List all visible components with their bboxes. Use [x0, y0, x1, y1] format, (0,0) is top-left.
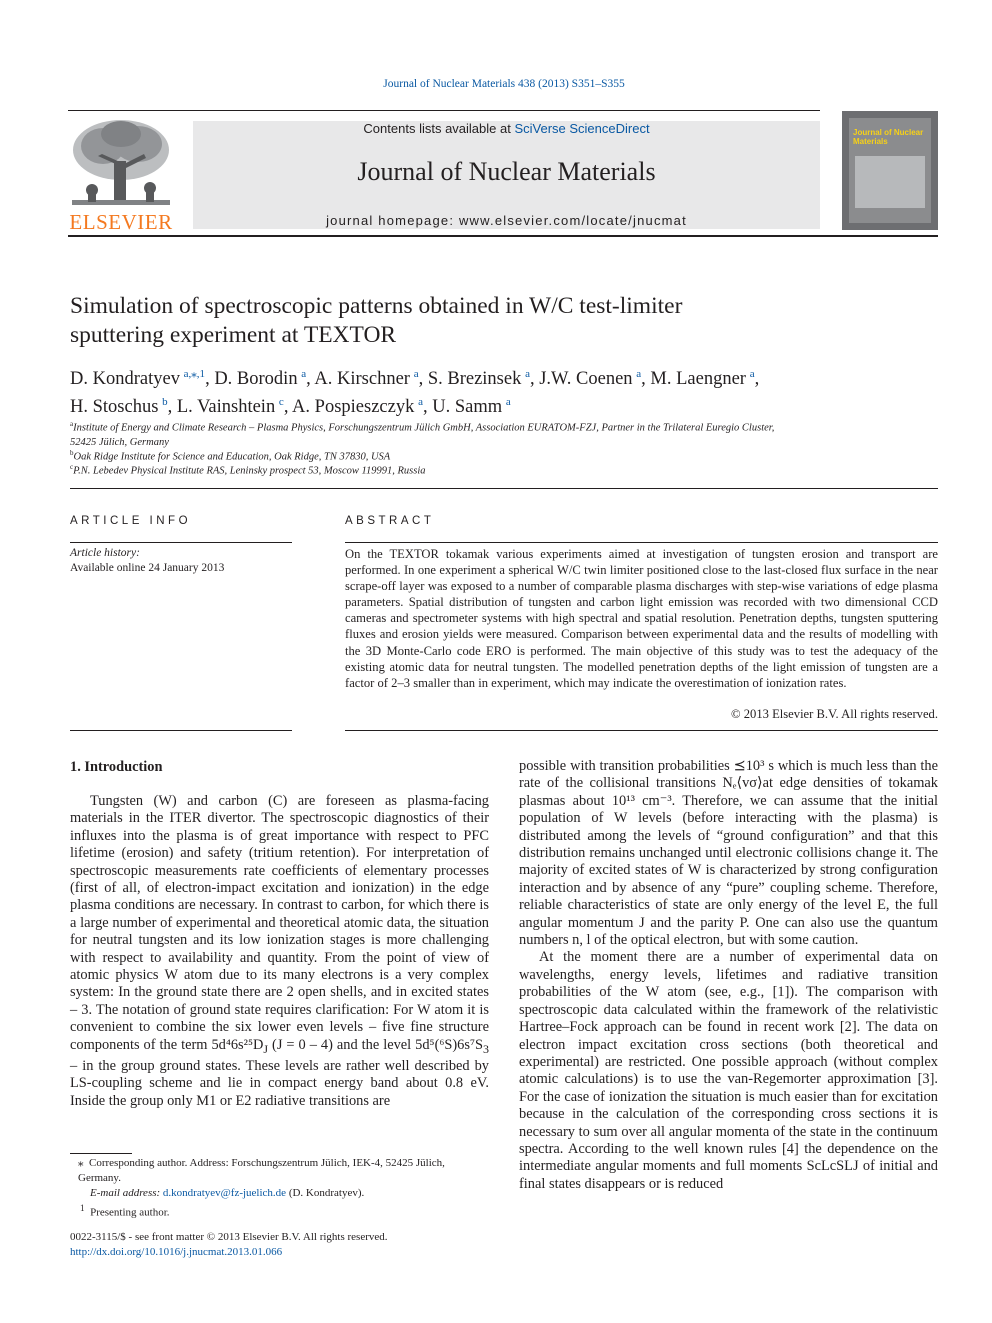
issn-line: 0022-3115/$ - see front matter © 2013 Elsevier B.V. All rights reserved.	[70, 1231, 388, 1243]
author-affil-mark[interactable]: a,⁎,1	[183, 368, 206, 380]
paper-title	[70, 292, 930, 350]
author-name: A. Pospieszczyk	[292, 397, 415, 418]
copyright-line: © 2013 Elsevier B.V. All rights reserved.	[731, 707, 938, 721]
author-name: D. Borodin	[214, 369, 298, 390]
affiliation-text: Oak Ridge Institute for Science and Education, Oak Ridge, TN 37830, USA	[73, 451, 391, 463]
author-name: A. Kirschner	[314, 369, 410, 390]
journal-cover-thumbnail	[842, 111, 938, 230]
author-name: S. Brezinsek	[427, 369, 522, 390]
footnote-text: Presenting author.	[90, 1206, 170, 1219]
footnote-text-cont: Germany.	[78, 1172, 121, 1184]
author-name: U. Samm	[432, 397, 503, 418]
history-value: Available online 24 January 2013	[70, 562, 225, 574]
title-line-1: Simulation of spectroscopic patterns obtained in W/C test-limiter	[70, 293, 683, 319]
article-info-bottom-rule	[70, 730, 292, 731]
author-affil-mark[interactable]: a	[749, 368, 755, 380]
affiliation-c	[70, 460, 950, 479]
abstract-rule	[345, 542, 938, 543]
affiliation-text-cont: 52425 Jülich, Germany	[70, 437, 169, 448]
title-line-2: sputtering experiment at TEXTOR	[70, 322, 397, 348]
abstract-text: On the TEXTOR tokamak various experiments aimed at investigation of tungsten erosion and transport are performed. In one experiment a spherical W/C twin limiter positioned close to the last-closed flux surface in the near scrape-off layer was exposed to a number of comparable plasma discharges with step-wise variations of edge plasma parameters. Spatial distribution of tungsten and carbon light emission was recorded with two dimensional CCD cameras and spectrometer systems with high spectral and spatial resolution. Penetration depths, tungsten sputtering fluxes and erosion yields were measured. Comparison between experimental data and the results of modelling with the 3D Monte-Carlo code ERO is performed. The main objective of this study was to test the adequacy of the existing atomic data for neutral tungsten. The modelled penetration depths of the light emission of tungsten are a factor of 2–3 smaller than in experiment, which may indicate the overestimation of ionization rates.	[345, 547, 938, 690]
journal-reference[interactable]: Journal of Nuclear Materials 438 (2013) S351–S355	[383, 78, 625, 90]
contents-line	[193, 121, 820, 136]
paragraph-text: (J = 0 – 4) and the level 5d⁵(⁶S)6s⁷S	[268, 1036, 483, 1053]
author-affil-mark[interactable]: a	[301, 368, 307, 380]
author-affil-mark[interactable]: a	[525, 368, 530, 380]
affiliation-mark: a	[70, 420, 74, 428]
email-label: E-mail address:	[90, 1187, 163, 1199]
journal-homepage	[193, 213, 820, 228]
presenting-author-note	[70, 1201, 490, 1221]
email-note	[70, 1186, 490, 1201]
author-name: L. Vainshtein	[176, 397, 276, 418]
footnote-text: Corresponding author. Address: Forschungszentrum Jülich, IEK-4, 52425 Jülich,	[89, 1157, 445, 1169]
corresponding-author-note	[70, 1156, 490, 1186]
section-heading-introduction: 1. Introduction	[70, 759, 163, 775]
abstract-bottom-rule	[345, 730, 938, 731]
author-name: D. Kondratyev	[70, 369, 180, 390]
affiliation-mark: c	[70, 463, 74, 471]
right-column-text	[519, 758, 938, 1193]
author-affil-mark[interactable]: a	[636, 368, 642, 380]
cover-image	[855, 156, 925, 208]
author-name: H. Stoschus	[70, 397, 159, 418]
authors-line-1: D. Kondratyev $^{a,⁎,1}$, D. Borodin $^a$, A. Kirschner $^a$, S. Brezinsek $^a$, J.W. Coenen $^a$, M. Laengner $^a$,	[70, 368, 760, 390]
authors-line-2: H. Stoschus $^b$, L. Vainshtein $^c$, A. Pospieszczyk $^a$, U. Samm $^a$	[70, 396, 511, 418]
subscript: 3	[483, 1041, 489, 1056]
history-label: Article history:	[70, 547, 140, 559]
author-affil-mark[interactable]: a	[413, 368, 419, 380]
article-info-heading: ARTICLE INFO	[70, 515, 192, 527]
doi-link[interactable]: http://dx.doi.org/10.1016/j.jnucmat.2013.01.066	[70, 1246, 283, 1258]
paragraph: possible with transition probabilities ⪯10³ s which is much less than the rate of the collisional transitions Nₑ⟨vσ⟩at edge densities of tokamak plasmas about 10¹³ cm⁻³. Therefore, we can assume that the initial population of W levels (before interacting with the plasma) is distributed among the levels of “ground configuration” and that this distribution remains unchanged until electronic collisions change it. The majority of excited states of W is characterized by strong configuration interaction and by absence of any “pure” coupling scheme. Therefore, reliable characteristics of state are only energy of the level E, the full angular momentum J and the parity P. One can also use the quantum numbers n, l of the optical electron, but with some caution.	[519, 758, 938, 949]
homepage-url[interactable]: www.elsevier.com/locate/jnucmat	[458, 213, 687, 228]
author-name: M. Laengner	[650, 369, 746, 390]
author-affil-mark[interactable]: b	[162, 396, 168, 409]
footnote-mark: 1	[80, 1203, 85, 1213]
affiliation-mark: b	[70, 449, 74, 457]
paragraph: At the moment there are a number of experimental data on wavelengths, energy levels, lifetimes and radiative transition probabilities of the W atom (see, e.g., [1]). The comparison with spectroscopic data calculated within the framework of the relativistic Hartree–Fock approach can be found in recent work [2]. The data on electron impact excitation cross sections (both theoretical and experimental) are restricted. One possible approach (without complex atomic calculations) is to use the van-Regemorter approximation [3]. For the case of ionization the situation is much easier than for excitation because in the calculation of the corresponding cross sections it is necessary to sum over all angular momenta of the state in the continuum spectra. According to the well known rules [4] the dependence on the intermediate angular moments and full moments ScLcSLJ of initial and final states disappears or is reduced	[519, 949, 938, 1192]
abstract-heading: ABSTRACT	[345, 515, 435, 527]
affiliation-text: Institute of Energy and Climate Research – Plasma Physics, Forschungszentrum Jülich GmbH, Association EURATOM-FZJ, Partner in the Trilateral Euregio Cluster,	[73, 422, 775, 434]
email-link[interactable]: d.kondratyev@fz-juelich.de	[162, 1187, 287, 1199]
elsevier-tree-logo	[68, 116, 174, 208]
paragraph-text: – in the group ground states. These levels are rather well described by LS-coupling scheme and lie in compact energy band about 0.8 eV. Inside the group only M1 or E2 radiative transitions are	[70, 1057, 489, 1109]
affiliations-rule	[70, 488, 938, 489]
cover-title: Journal of Nuclear Materials	[853, 128, 924, 146]
paragraph	[70, 793, 489, 1110]
homepage-prefix: journal homepage:	[326, 213, 459, 228]
footnotes	[70, 1156, 490, 1221]
header-bottom-rule	[68, 235, 938, 237]
journal-title: Journal of Nuclear Materials	[357, 157, 656, 186]
paragraph-text: Tungsten (W) and carbon (C) are foreseen as plasma-facing materials in the ITER divertor. The spectroscopic diagnostics of their influxes into the plasma is of great importance with respect to PFC lifetime (erosion) and safety (tritium retention). For interpretation of spectroscopic measurements rate coefficients of elementary processes (first of all, of electron-impact excitation and ionization) in the edge plasma conditions are necessary. In contrast to carbon, for which there is a large number of experimental and theoretical atomic data, the situation for neutral tungsten and its low ionization stages is more challenging with respect to availability and quantity. From the point of view of atomic physics W atom due to its many electrons is a very complex system: In the ground state there are 2 open shells, and in excited states – 3. The notation of ground state requires clarification: For W atom it is convenient to combine the six lower even levels – five fine structure components of the term 5d⁴6s²⁵D	[70, 793, 489, 1053]
author-name: J.W. Coenen	[539, 369, 633, 390]
author-list	[70, 363, 950, 419]
subscript: J	[263, 1041, 269, 1056]
header-top-rule	[68, 110, 820, 111]
author-affil-mark[interactable]: a	[505, 396, 511, 409]
author-affil-mark[interactable]: c	[278, 396, 284, 409]
affiliation-text: P.N. Lebedev Physical Institute RAS, Leninsky prospect 53, Moscow 119991, Russia	[73, 465, 426, 477]
footnote-rule	[70, 1153, 132, 1154]
author-affil-mark[interactable]: a	[418, 396, 423, 409]
article-info-rule	[70, 542, 292, 543]
elsevier-wordmark: ELSEVIER	[69, 210, 173, 234]
contents-prefix: Contents lists available at	[363, 121, 515, 136]
footnote-mark: ⁎	[78, 1157, 84, 1169]
cover-panel	[849, 118, 931, 223]
email-suffix: (D. Kondratyev).	[286, 1187, 365, 1199]
left-column-text	[70, 793, 489, 1110]
sciencedirect-link[interactable]: SciVerse ScienceDirect	[514, 121, 650, 136]
